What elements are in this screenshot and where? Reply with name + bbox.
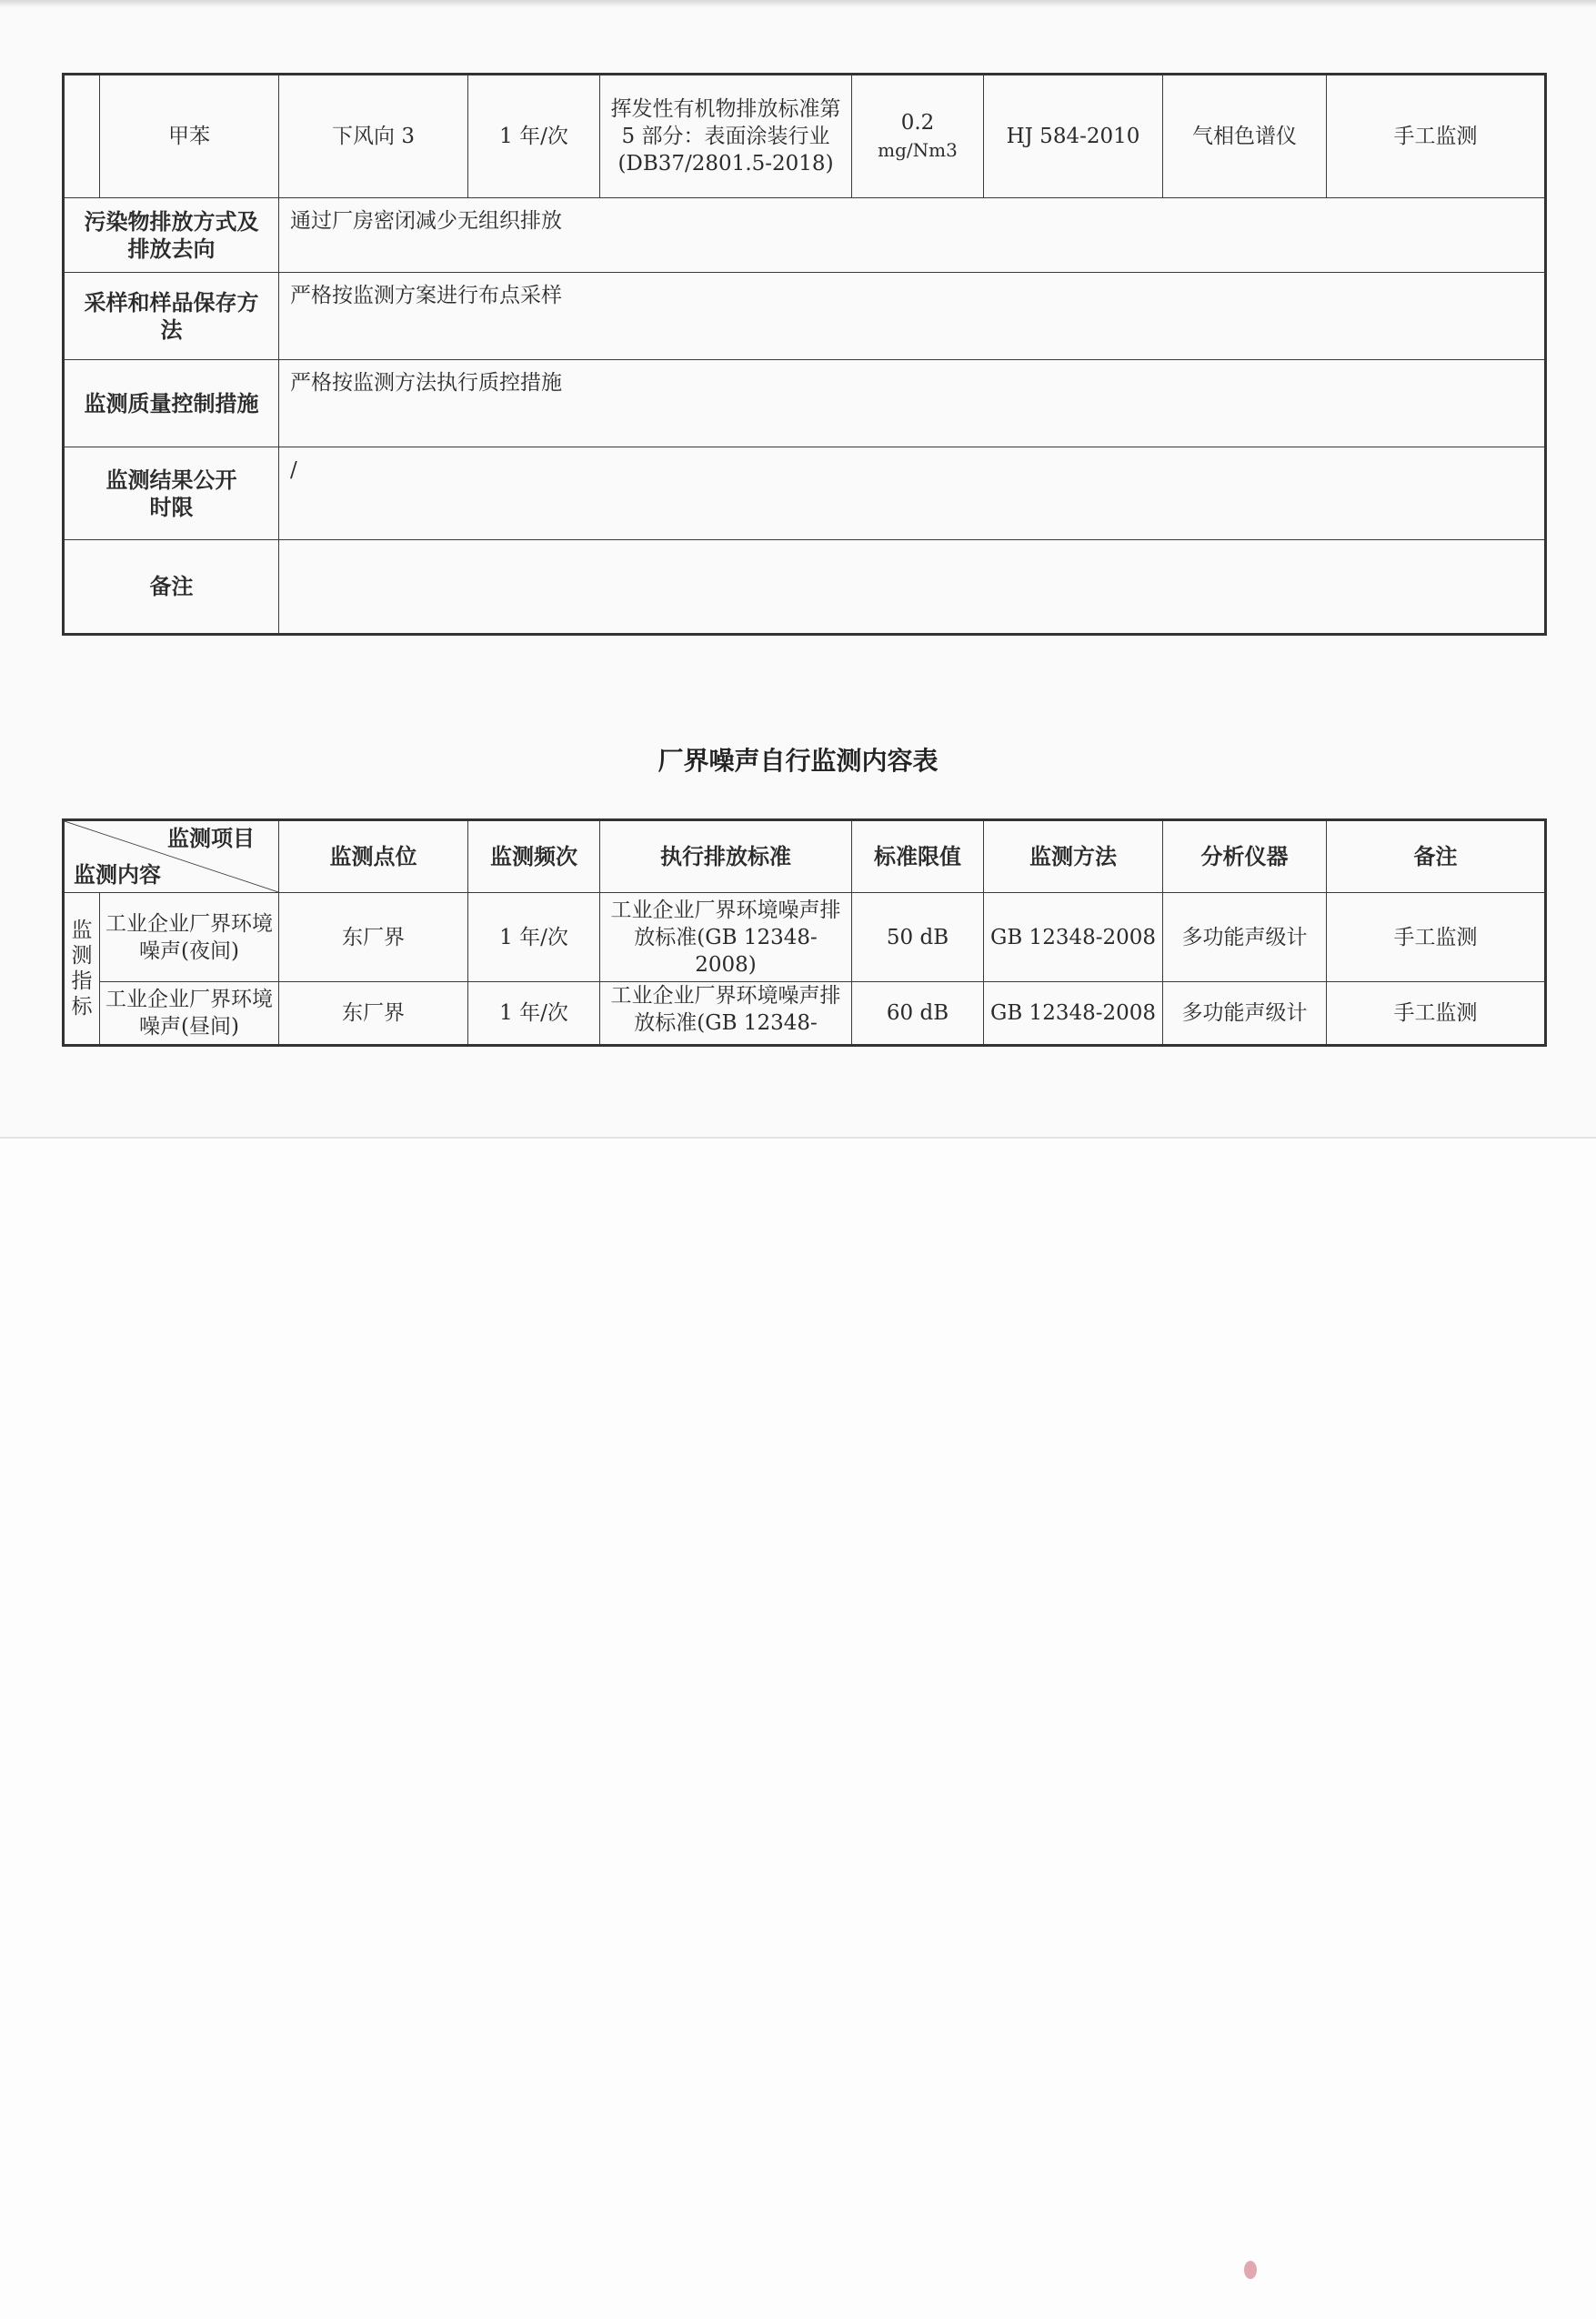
noise-item: 工业企业厂界环境噪声(昼间) <box>100 982 279 1046</box>
monitor-method: GB 12348-2008 <box>984 893 1163 982</box>
monitor-point: 下风向 3 <box>279 75 468 198</box>
monitor-point: 东厂界 <box>279 982 468 1046</box>
ink-speck <box>1244 2261 1257 2279</box>
header-content: 监测内容 <box>74 862 161 888</box>
row-value: 严格按监测方法执行质控措施 <box>279 360 1546 447</box>
group-label <box>64 893 100 1046</box>
table-row <box>64 540 1546 635</box>
group-label-char: 测 <box>71 944 93 968</box>
limit-value: 0.2 <box>900 111 935 135</box>
remark: 手工监测 <box>1327 893 1546 982</box>
exhaust-monitoring-table <box>62 73 1547 636</box>
noise-monitoring-table <box>62 818 1547 1047</box>
monitor-frequency: 1 年/次 <box>468 893 600 982</box>
header-method: 监测方法 <box>984 820 1163 893</box>
table-row <box>64 75 1546 198</box>
limit-unit: mg/Nm3 <box>878 139 958 161</box>
header-limit: 标准限值 <box>852 820 984 893</box>
row-label: 监测质量控制措施 <box>64 360 279 447</box>
noise-item: 工业企业厂界环境噪声(夜间) <box>100 893 279 982</box>
analysis-instrument: 多功能声级计 <box>1163 982 1327 1046</box>
row-value: 严格按监测方案进行布点采样 <box>279 273 1546 360</box>
limit-value: 50 dB <box>852 893 984 982</box>
header-remark: 备注 <box>1327 820 1546 893</box>
row-label: 备注 <box>64 540 279 635</box>
monitor-frequency: 1 年/次 <box>468 75 600 198</box>
table-row <box>64 447 1546 540</box>
header-row <box>64 820 1546 893</box>
row-value <box>279 540 1546 635</box>
header-project: 监测项目 <box>167 826 255 851</box>
pollutant-item: 甲苯 <box>100 75 279 198</box>
remark: 手工监测 <box>1327 982 1546 1046</box>
row-value: 通过厂房密闭减少无组织排放 <box>279 198 1546 273</box>
group-label-char: 标 <box>71 995 93 1019</box>
row-label: 监测结果公开时限 <box>64 447 279 540</box>
monitor-point: 东厂界 <box>279 893 468 982</box>
page-boundary <box>0 1137 1596 1139</box>
analysis-instrument: 多功能声级计 <box>1163 893 1327 982</box>
analysis-instrument: 气相色谱仪 <box>1163 75 1327 198</box>
table-row <box>64 360 1546 447</box>
row-label: 污染物排放方式及排放去向 <box>64 198 279 273</box>
header-point: 监测点位 <box>279 820 468 893</box>
limit-value: 60 dB <box>852 982 984 1046</box>
row-value: / <box>279 447 1546 540</box>
header-instrument: 分析仪器 <box>1163 820 1327 893</box>
remark: 手工监测 <box>1327 75 1546 198</box>
emission-standard: 工业企业厂界环境噪声排放标准(GB 12348-2008) <box>600 893 852 982</box>
blank-cell <box>64 75 100 198</box>
page-top-edge <box>0 0 1596 7</box>
emission-standard: 工业企业厂界环境噪声排放标准(GB 12348- <box>600 982 852 1046</box>
table-row <box>64 893 1546 982</box>
table-row <box>64 982 1546 1046</box>
monitor-method: GB 12348-2008 <box>984 982 1163 1046</box>
row-label: 采样和样品保存方法 <box>64 273 279 360</box>
table-row <box>64 198 1546 273</box>
header-frequency: 监测频次 <box>468 820 600 893</box>
header-standard: 执行排放标准 <box>600 820 852 893</box>
limit-cell <box>852 75 984 198</box>
table-row <box>64 273 1546 360</box>
monitor-frequency: 1 年/次 <box>468 982 600 1046</box>
scanned-page-bottom <box>0 1137 1596 2319</box>
section-title: 厂界噪声自行监测内容表 <box>657 746 939 776</box>
emission-standard: 挥发性有机物排放标准第 5 部分：表面涂装行业(DB37/2801.5-2018) <box>600 75 852 198</box>
group-label-char: 指 <box>71 969 93 993</box>
monitor-method: HJ 584-2010 <box>984 75 1163 198</box>
diagonal-header-cell <box>64 820 279 893</box>
group-label-char: 监 <box>71 919 93 942</box>
